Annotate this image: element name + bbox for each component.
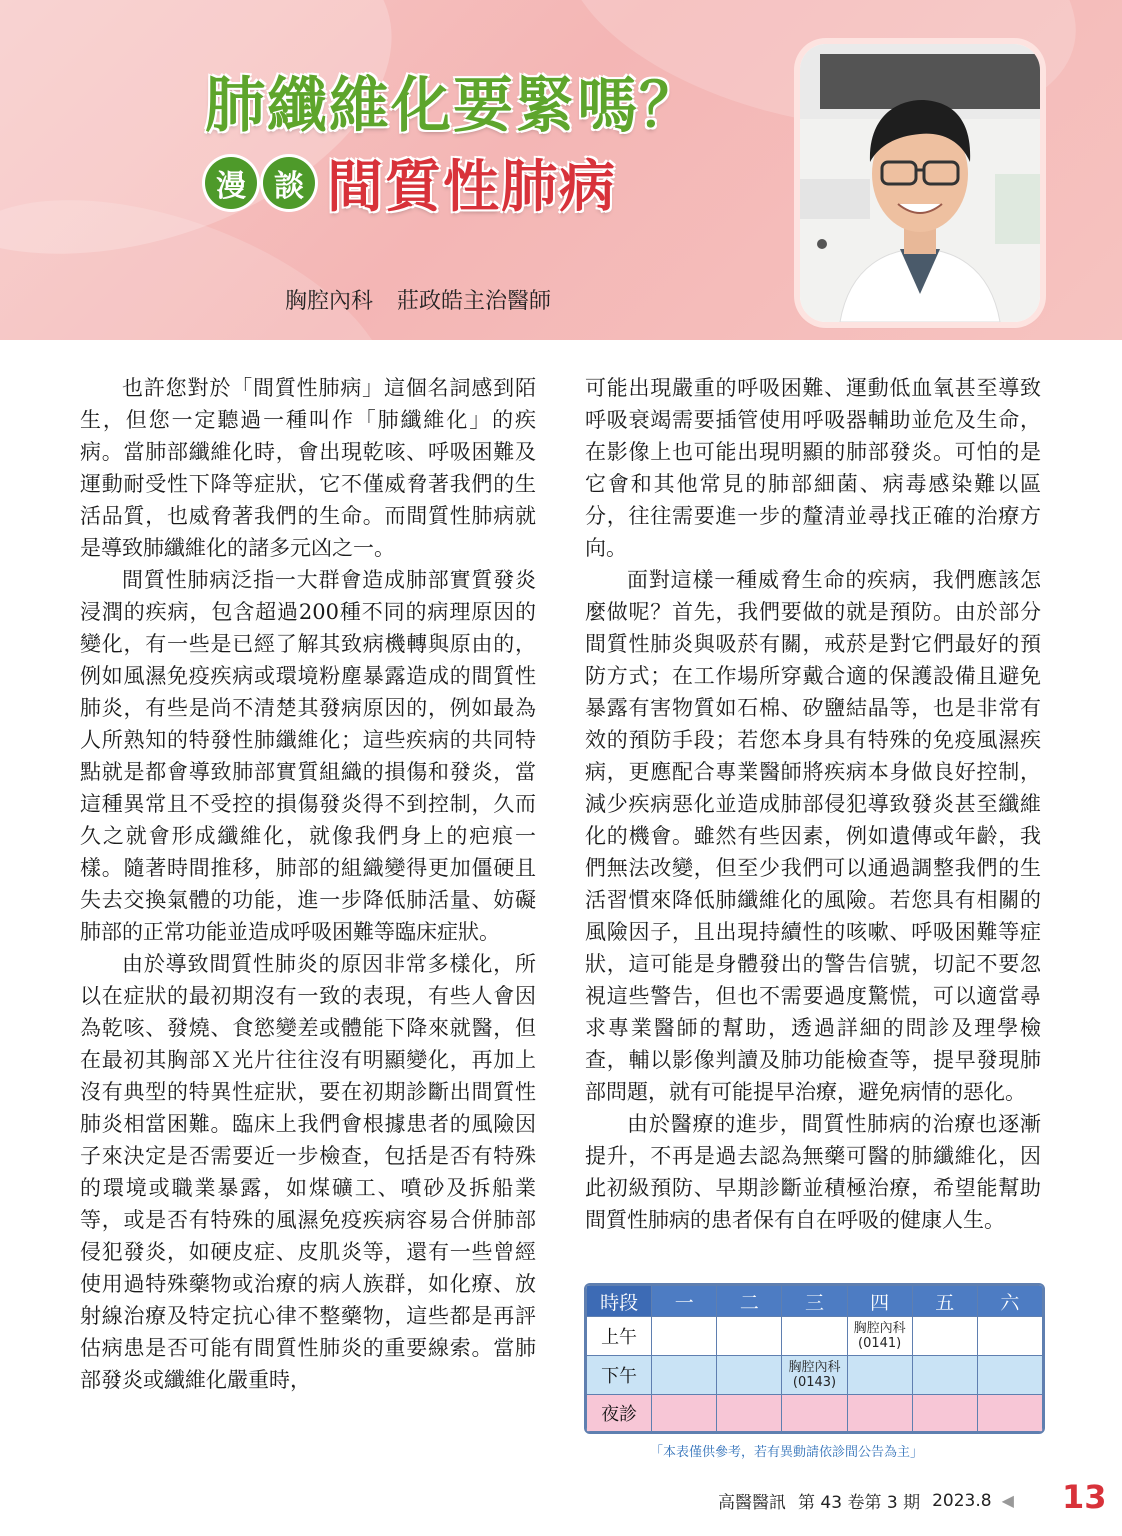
article-subtitle: [205, 143, 617, 223]
schedule-cell: [977, 1356, 1042, 1395]
schedule-cell: [717, 1356, 782, 1395]
clinic-dept: 胸腔內科: [788, 1360, 841, 1375]
page-number: 13: [1062, 1478, 1107, 1516]
schedule-day-header: 四: [847, 1286, 912, 1317]
schedule-cell: [912, 1317, 977, 1356]
article-column-left: [80, 372, 536, 1396]
schedule-day-header: 五: [912, 1286, 977, 1317]
schedule-day-header: 二: [717, 1286, 782, 1317]
author-byline: [285, 284, 551, 315]
triangle-left-icon: ◀: [1001, 1491, 1014, 1510]
schedule-cell: [977, 1317, 1042, 1356]
schedule-row-label: 上午: [587, 1317, 652, 1356]
paragraph: 可能出現嚴重的呼吸困難、運動低血氧甚至導致呼吸衰竭需要插管使用呼吸器輔助並危及生命，在影像上也可能出現明顯的肺部發炎。可怕的是它會和其他常見的肺部細菌、病毒感染難以區分，往往需要進一步的釐清並尋找正確的治療方向。: [585, 376, 1041, 560]
journal-issue: 第 43 卷第 3 期: [798, 1493, 921, 1513]
schedule-cell: [847, 1395, 912, 1432]
header-banner: [0, 0, 1122, 340]
schedule-cell: [717, 1395, 782, 1432]
schedule-cell: [717, 1317, 782, 1356]
clinic-room: (0143): [792, 1375, 837, 1390]
schedule-day-header: 一: [652, 1286, 717, 1317]
paragraph: 間質性肺病泛指一大群會造成肺部實質發炎浸潤的疾病，包含超過200種不同的病理原因的變化，有一些是已經了解其致病機轉與原由的，例如風濕免疫疾病或環境粉塵暴露造成的間質性肺炎，有些是尚不清楚其發病原因的，例如最為人所熟知的特發性肺纖維化；這些疾病的共同特點就是都會導致肺部實質組織的損傷和發炎，當這種異常且不受控的損傷發炎得不到控制，久而久之就會形成纖維化，就像我們身上的疤痕一樣。隨著時間推移，肺部的組織變得更加僵硬且失去交換氣體的功能，進一步降低肺活量、妨礙肺部的正常功能並造成呼吸困難等臨床症狀。: [80, 568, 536, 944]
author-name: 莊政皓主治醫師: [397, 289, 552, 314]
paragraph: 面對這樣一種威脅生命的疾病，我們應該怎麼做呢？首先，我們要做的就是預防。由於部分間質性肺炎與吸菸有關，戒菸是對它們最好的預防方式；在工作場所穿戴合適的保護設備且避免暴露有害物質如石棉、矽鹽結晶等，也是非常有效的預防手段；若您本身具有特殊的免疫風濕疾病，更應配合專業醫師將疾病本身做良好控制，減少疾病惡化並造成肺部侵犯導致發炎甚至纖維化的機會。雖然有些因素，例如遺傳或年齡，我們無法改變，但至少我們可以通過調整我們的生活習慣來降低肺纖維化的風險。若您具有相關的風險因子，且出現持續性的咳嗽、呼吸困難等症狀，這可能是身體發出的警告信號，切記不要忽視這些警告，但也不需要過度驚慌，可以適當尋求專業醫師的幫助，透過詳細的問診及理學檢查，輔以影像判讀及肺功能檢查等，提早發現肺部問題，就有可能提早治療，避免病情的惡化。: [585, 568, 1041, 1104]
subtitle-text: 間質性肺病: [327, 155, 617, 220]
journal-name: 高醫醫訊: [718, 1493, 786, 1513]
paragraph: 由於醫療的進步，間質性肺病的治療也逐漸提升，不再是過去認為無藥可醫的肺纖維化，因此初級預防、早期診斷並積極治療，希望能幫助間質性肺病的患者保有自在呼吸的健康人生。: [585, 1112, 1041, 1232]
article-column-right: [585, 372, 1041, 1236]
paragraph: 也許您對於「間質性肺病」這個名詞感到陌生，但您一定聽過一種叫作「肺纖維化」的疾病。當肺部纖維化時，會出現乾咳、呼吸困難及運動耐受性下降等症狀，它不僅威脅著我們的生活品質，也威脅著我們的生命。而間質性肺病就是導致肺纖維化的諸多元凶之一。: [80, 376, 536, 560]
title-char-badge: 漫: [205, 157, 257, 209]
journal-date: 2023.8: [932, 1490, 992, 1511]
schedule-cell: [652, 1356, 717, 1395]
page-footer: [718, 1488, 1014, 1513]
article-title: 肺纖維化要緊嗎？: [205, 71, 701, 141]
schedule-cell: [652, 1395, 717, 1432]
clinic-dept: 胸腔內科: [853, 1321, 906, 1336]
schedule-cell: [782, 1395, 847, 1432]
schedule-row-label: 夜診: [587, 1395, 652, 1432]
schedule-day-header: 三: [782, 1286, 847, 1317]
schedule-cell: [652, 1317, 717, 1356]
schedule-row-label: 下午: [587, 1356, 652, 1395]
paragraph: 由於導致間質性肺炎的原因非常多樣化，所以在症狀的最初期沒有一致的表現，有些人會因為乾咳、發燒、食慾變差或體能下降來就醫，但在最初其胸部Ｘ光片往往沒有明顯變化，再加上沒有典型的特異性症狀，要在初期診斷出間質性肺炎相當困難。臨床上我們會根據患者的風險因子來決定是否需要近一步檢查，包括是否有特殊的環境或職業暴露，如煤礦工、噴砂及拆船業等，或是否有特殊的風濕免疫疾病容易合併肺部侵犯發炎，如硬皮症、皮肌炎等，還有一些曾經使用過特殊藥物或治療的病人族群，如化療、放射線治療及特定抗心律不整藥物，這些都是再評估病患是否可能有間質性肺炎的重要線索。當肺部發炎或纖維化嚴重時，: [80, 952, 536, 1392]
schedule-day-header: 六: [977, 1286, 1042, 1317]
schedule-note: 「本表僅供參考，若有異動請依診間公告為主」: [650, 1445, 924, 1460]
schedule-cell: [912, 1356, 977, 1395]
title-char-badge: 談: [263, 157, 315, 209]
clinic-room: (0141): [858, 1336, 902, 1351]
schedule-cell: [847, 1356, 912, 1395]
schedule-cell: [977, 1395, 1042, 1432]
schedule-cell: [782, 1317, 847, 1356]
schedule-header-label: 時段: [587, 1286, 652, 1317]
clinic-schedule-table: [584, 1283, 1045, 1434]
schedule-cell-wed-pm: [782, 1356, 847, 1395]
doctor-photo: [800, 44, 1040, 322]
author-department: 胸腔內科: [285, 289, 374, 314]
schedule-cell-thu-am: [847, 1317, 912, 1356]
schedule-cell: [912, 1395, 977, 1432]
